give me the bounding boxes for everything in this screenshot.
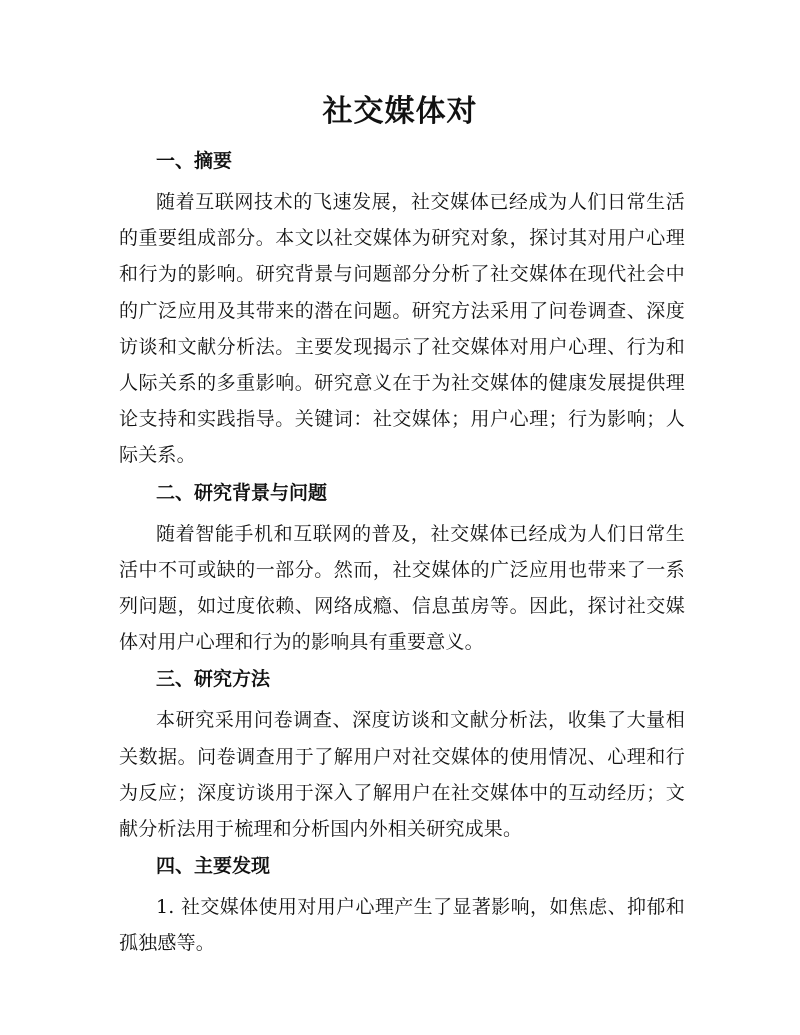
section-heading: 四、主要发现 (156, 855, 271, 878)
section-methods (119, 666, 685, 847)
section-findings (119, 853, 685, 961)
paragraph: 1. 社交媒体使用对用户心理产生了显著影响，如焦虑、抑郁和孤独感等。 (119, 896, 685, 955)
paragraph: 本研究采用问卷调查、深度访谈和文献分析法，收集了大量相关数据。问卷调查用于了解用户对社交媒体的使用情况、心理和行为反应；深度访谈用于深入了解用户在社交媒体中的互动经历；文献分析法用于梳理和分析国内外相关研究成果。 (119, 709, 685, 841)
section-abstract (119, 148, 685, 474)
section-heading: 二、研究背景与问题 (156, 481, 328, 504)
document-body (119, 148, 685, 968)
section-heading: 三、研究方法 (156, 668, 271, 691)
paragraph: 随着互联网技术的飞速发展，社交媒体已经成为人们日常生活的重要组成部分。本文以社交媒体为研究对象，探讨其对用户心理和行为的影响。研究背景与问题部分分析了社交媒体在现代社会中的广泛应用及其带来的潜在问题。研究方法采用了问卷调查、深度访谈和文献分析法。主要发现揭示了社交媒体对用户心理、行为和人际关系的多重影响。研究意义在于为社交媒体的健康发展提供理论支持和实践指导。关键词：社交媒体；用户心理；行为影响；人际关系。 (119, 191, 685, 467)
paragraph: 随着智能手机和互联网的普及，社交媒体已经成为人们日常生活中不可或缺的一部分。然而，社交媒体的广泛应用也带来了一系列问题，如过度依赖、网络成瘾、信息茧房等。因此，探讨社交媒体对用户心理和行为的影响具有重要意义。 (119, 522, 685, 654)
document-title: 社交媒体对 (322, 94, 478, 129)
section-background (119, 480, 685, 661)
section-heading: 一、摘要 (156, 150, 233, 172)
